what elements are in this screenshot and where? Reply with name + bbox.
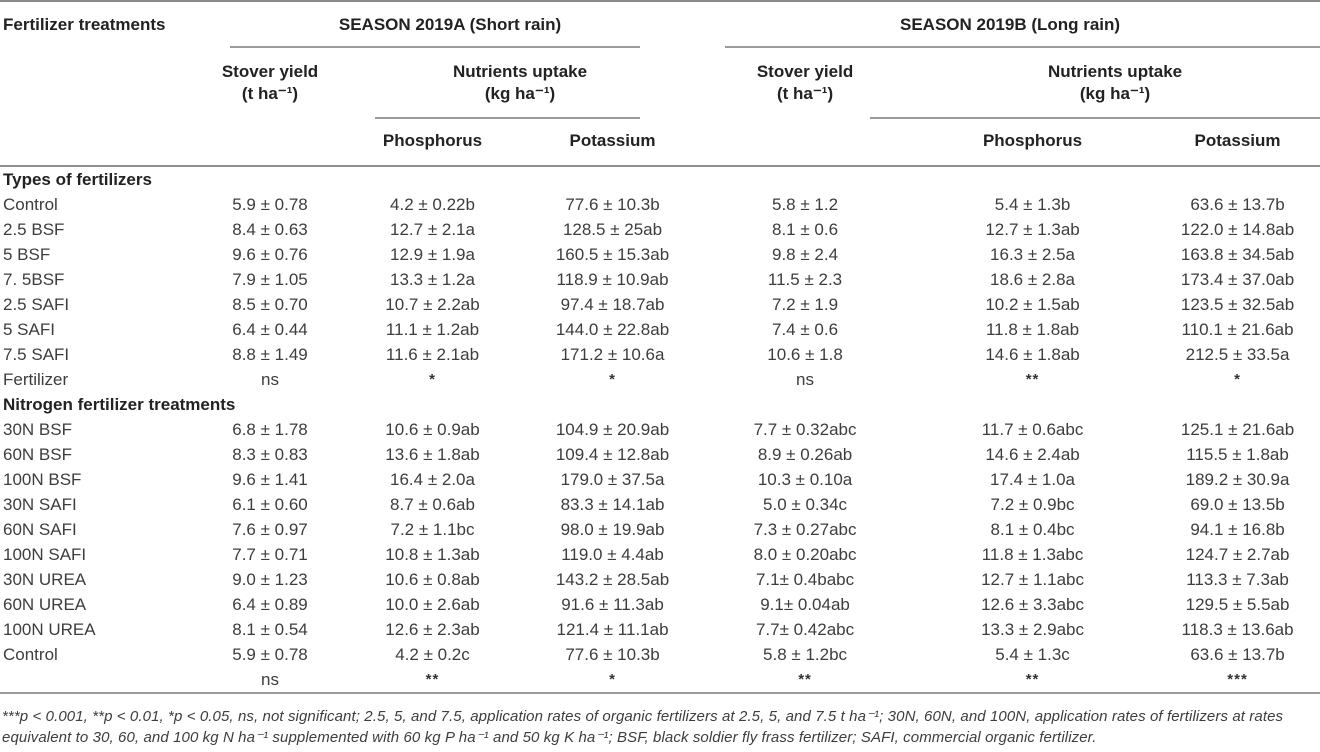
cell-value: 4.2 ± 0.22b [390, 195, 475, 214]
cell-value: 13.3 ± 2.9abc [981, 620, 1084, 639]
cell-value: 8.3 ± 0.83 [232, 445, 308, 464]
table-footnote: ***p < 0.001, **p < 0.01, *p < 0.05, ns, not significant; 2.5, 5, and 7.5, application rates of organic fertilizers at 2.5, 5, and 7.5 t ha⁻¹; 30N, 60N, and 100N, application rates of fertilizers at rates equivalent to 30, 60, and 100 kg N ha⁻¹ supplemented with 60 kg P ha⁻¹ and 50 kg K ha⁻¹; BSF, black soldier fly frass fertilizer; SAFI, commercial organic fertilizer. [2, 708, 1284, 746]
cell-value: 69.0 ± 13.5b [1190, 495, 1285, 514]
table-row [0, 292, 1320, 317]
cell-value: ** [798, 671, 812, 688]
section-header-row [0, 392, 1320, 417]
cell-value: 118.3 ± 13.6ab [1181, 620, 1294, 639]
cell-value: 7.2 ± 0.9bc [990, 495, 1075, 514]
season-2019b-header-cell [700, 1, 1320, 48]
cell-value: 9.8 ± 2.4 [772, 245, 839, 264]
cell-value: 4.2 ± 0.2c [395, 645, 470, 664]
cell-value: 173.4 ± 37.0ab [1180, 270, 1295, 289]
cell-value: 7.2 ± 1.1bc [390, 520, 475, 539]
cell-value: 11.5 ± 2.3 [767, 270, 843, 289]
cell-value: 121.4 ± 11.1ab [556, 620, 669, 639]
cell-value: 179.0 ± 37.5a [560, 470, 665, 489]
cell-value: 10.2 ± 1.5ab [985, 295, 1080, 314]
cell-value: 5.0 ± 0.34c [763, 495, 848, 514]
cell-value: * [609, 671, 616, 688]
cell-value: 7.7 ± 0.71 [232, 545, 308, 564]
nutrients-uptake-2019a-unit: (kg ha⁻¹) [484, 84, 556, 103]
cell-value: 109.4 ± 12.8ab [555, 445, 670, 464]
treatment-label: 5 SAFI [3, 320, 55, 339]
table-row [0, 567, 1320, 592]
cell-value: 97.4 ± 18.7ab [560, 295, 665, 314]
cell-value: 12.7 ± 2.1a [390, 220, 475, 239]
cell-value: 129.5 ± 5.5ab [1185, 595, 1290, 614]
cell-value: 9.6 ± 1.41 [232, 470, 308, 489]
cell-value: 98.0 ± 19.9ab [560, 520, 665, 539]
cell-value: 115.5 ± 1.8ab [1186, 445, 1289, 464]
table-row [0, 467, 1320, 492]
cell-value: 7.4 ± 0.6 [772, 320, 839, 339]
cell-value: 10.7 ± 2.2ab [385, 295, 480, 314]
cell-value: 5.8 ± 1.2 [772, 195, 839, 214]
table-row [0, 367, 1320, 392]
treatment-label: 30N UREA [3, 570, 87, 589]
section-header-row [0, 166, 1320, 192]
stover-yield-2019a-header [200, 48, 340, 119]
cell-value: 8.4 ± 0.63 [232, 220, 308, 239]
treatment-label: 100N UREA [3, 620, 96, 639]
potassium-2019a-header: Potassium [569, 131, 656, 150]
table-row [0, 417, 1320, 442]
cell-value: 7.6 ± 0.97 [232, 520, 308, 539]
cell-value: 8.9 ± 0.26ab [757, 445, 853, 464]
treatment-label: 30N BSF [3, 420, 72, 439]
potassium-2019b-header: Potassium [1194, 131, 1281, 150]
treatment-label: 2.5 SAFI [3, 295, 70, 314]
cell-value: 6.8 ± 1.78 [232, 420, 308, 439]
phosphorus-2019a-header: Phosphorus [382, 131, 483, 150]
cell-value: 7.2 ± 1.9 [772, 295, 839, 314]
cell-value: 9.6 ± 0.76 [232, 245, 308, 264]
cell-value: 8.5 ± 0.70 [232, 295, 308, 314]
cell-value: 12.7 ± 1.1abc [981, 570, 1084, 589]
cell-value: 9.0 ± 1.23 [232, 570, 308, 589]
table-row [0, 342, 1320, 367]
cell-value: 113.3 ± 7.3ab [1186, 570, 1289, 589]
cell-value: 5.8 ± 1.2bc [763, 645, 848, 664]
nutrients-uptake-2019b-header [910, 48, 1320, 119]
season-2019b-underline [725, 35, 1320, 48]
cell-value: ns [261, 670, 279, 689]
cell-value: 10.6 ± 0.9ab [385, 420, 480, 439]
cell-value: 110.1 ± 21.6ab [1181, 320, 1294, 339]
cell-value: * [609, 371, 616, 388]
treatment-label: 100N BSF [3, 470, 82, 489]
table-row [0, 267, 1320, 292]
stover-yield-2019b-label: Stover yield [756, 62, 854, 81]
section-label: Nitrogen fertilizer treatments [3, 395, 236, 414]
cell-value: 77.6 ± 10.3b [565, 195, 660, 214]
cell-value: 16.3 ± 2.5a [990, 245, 1075, 264]
table-body [0, 166, 1320, 693]
cell-value: 16.4 ± 2.0a [390, 470, 475, 489]
cell-value: 8.7 ± 0.6ab [390, 495, 475, 514]
cell-value: 6.1 ± 0.60 [232, 495, 308, 514]
cell-value: 8.1 ± 0.4bc [990, 520, 1075, 539]
nutrients-uptake-2019a-header [340, 48, 700, 119]
cell-value: 63.6 ± 13.7b [1190, 195, 1285, 214]
cell-value: 13.6 ± 1.8ab [385, 445, 480, 464]
cell-value: 10.8 ± 1.3ab [385, 545, 480, 564]
cell-value: 13.3 ± 1.2a [390, 270, 475, 289]
treatment-label: Control [3, 645, 58, 664]
cell-value: 77.6 ± 10.3b [565, 645, 660, 664]
cell-value: 104.9 ± 20.9ab [555, 420, 670, 439]
cell-value: ns [261, 370, 279, 389]
cell-value: 11.8 ± 1.3abc [981, 545, 1084, 564]
treatment-label: 60N SAFI [3, 520, 77, 539]
cell-value: 12.7 ± 1.3ab [985, 220, 1080, 239]
table-row [0, 592, 1320, 617]
cell-value: 83.3 ± 14.1ab [560, 495, 665, 514]
cell-value: * [429, 371, 436, 388]
cell-value: 160.5 ± 15.3ab [555, 245, 670, 264]
cell-value: 11.8 ± 1.8ab [985, 320, 1080, 339]
table-row [0, 242, 1320, 267]
nutrients-uptake-2019a-underline [375, 105, 640, 119]
season-2019a-title: SEASON 2019A (Short rain) [338, 15, 562, 34]
cell-value: 5.4 ± 1.3b [994, 195, 1071, 214]
nutrients-uptake-2019b-label: Nutrients uptake [1047, 62, 1183, 81]
cell-value: *** [1227, 671, 1248, 688]
cell-value: 6.4 ± 0.44 [232, 320, 308, 339]
cell-value: 18.6 ± 2.8a [990, 270, 1075, 289]
cell-value: 7.7± 0.42abc [755, 620, 855, 639]
stover-yield-2019a-label: Stover yield [221, 62, 319, 81]
cell-value: 12.6 ± 2.3ab [385, 620, 480, 639]
table-row [0, 667, 1320, 693]
table-row [0, 642, 1320, 667]
cell-value: 189.2 ± 30.9a [1185, 470, 1290, 489]
cell-value: ** [1025, 371, 1040, 388]
table-row [0, 192, 1320, 217]
cell-value: 14.6 ± 2.4ab [985, 445, 1080, 464]
spacer-cell [700, 119, 910, 166]
table-header [0, 1, 1320, 166]
header-row-seasons [0, 1, 1320, 48]
table-row [0, 317, 1320, 342]
nutrients-uptake-2019b-unit: (kg ha⁻¹) [1079, 84, 1151, 103]
cell-value: 8.1 ± 0.6 [772, 220, 839, 239]
treatment-label: 7. 5BSF [3, 270, 65, 289]
cell-value: 10.3 ± 0.10a [757, 470, 853, 489]
cell-value: 5.9 ± 0.78 [232, 195, 308, 214]
stover-yield-2019b-unit: (t ha⁻¹) [776, 84, 834, 103]
treatment-label: 100N SAFI [3, 545, 87, 564]
cell-value: 124.7 ± 2.7ab [1185, 545, 1290, 564]
cell-value: ns [796, 370, 815, 389]
cell-value: 144.0 ± 22.8ab [555, 320, 670, 339]
table-row [0, 617, 1320, 642]
cell-value: 7.9 ± 1.05 [232, 270, 308, 289]
cell-value: 163.8 ± 34.5ab [1180, 245, 1295, 264]
season-2019a-underline [230, 35, 640, 48]
table-row [0, 217, 1320, 242]
nutrients-uptake-2019a-label: Nutrients uptake [452, 62, 588, 81]
treatment-label [0, 667, 200, 693]
cell-value: 10.6 ± 0.8ab [385, 570, 480, 589]
cell-value: 118.9 ± 10.9ab [556, 270, 669, 289]
cell-value: 12.6 ± 3.3abc [981, 595, 1084, 614]
cell-value: 12.9 ± 1.9a [390, 245, 475, 264]
cell-value: 123.5 ± 32.5ab [1180, 295, 1295, 314]
cell-value: 94.1 ± 16.8b [1190, 520, 1285, 539]
treatment-label: 60N BSF [3, 445, 72, 464]
cell-value: * [1234, 371, 1241, 388]
cell-value: 119.0 ± 4.4ab [561, 545, 664, 564]
cell-value: 171.2 ± 10.6a [560, 345, 665, 364]
phosphorus-2019b-header: Phosphorus [982, 131, 1083, 150]
cell-value: 122.0 ± 14.8ab [1180, 220, 1295, 239]
section-label: Types of fertilizers [3, 170, 152, 189]
season-2019b-title: SEASON 2019B (Long rain) [899, 15, 1121, 34]
cell-value: 14.6 ± 1.8ab [985, 345, 1080, 364]
treatment-label: 2.5 BSF [3, 220, 65, 239]
treatment-label: 30N SAFI [3, 495, 77, 514]
cell-value: 5.9 ± 0.78 [232, 645, 308, 664]
cell-value: 11.6 ± 2.1ab [385, 345, 480, 364]
cell-value: 11.1 ± 1.2ab [385, 320, 480, 339]
cell-value: 10.6 ± 1.8 [767, 345, 843, 364]
cell-value: ** [425, 671, 440, 688]
spacer-cell [200, 119, 340, 166]
table-row [0, 542, 1320, 567]
cell-value: 212.5 ± 33.5a [1185, 345, 1290, 364]
treatment-label: 60N UREA [3, 595, 87, 614]
cell-value: 125.1 ± 21.6ab [1180, 420, 1295, 439]
cell-value: 128.5 ± 25ab [562, 220, 663, 239]
cell-value: 143.2 ± 28.5ab [555, 570, 670, 589]
cell-value: 91.6 ± 11.3ab [561, 595, 664, 614]
cell-value: 11.7 ± 0.6abc [981, 420, 1084, 439]
cell-value: 8.0 ± 0.20abc [753, 545, 857, 564]
cell-value: 7.1± 0.4babc [755, 570, 855, 589]
cell-value: 8.8 ± 1.49 [232, 345, 308, 364]
cell-value: 7.3 ± 0.27abc [753, 520, 857, 539]
cell-value: 7.7 ± 0.32abc [753, 420, 857, 439]
cell-value: 63.6 ± 13.7b [1190, 645, 1285, 664]
treatment-label: Fertilizer [3, 370, 69, 389]
cell-value: 6.4 ± 0.89 [232, 595, 308, 614]
cell-value: 5.4 ± 1.3c [995, 645, 1070, 664]
nutrients-uptake-2019b-underline [870, 105, 1320, 119]
treatment-label: 7.5 SAFI [3, 345, 70, 364]
season-2019a-header-cell [200, 1, 700, 48]
cell-value: 9.1± 0.04ab [760, 595, 850, 614]
table-row [0, 492, 1320, 517]
cell-value: 17.4 ± 1.0a [990, 470, 1075, 489]
table-row [0, 517, 1320, 542]
cell-value: 10.0 ± 2.6ab [385, 595, 480, 614]
cell-value: 8.1 ± 0.54 [232, 620, 308, 639]
stover-yield-2019a-unit: (t ha⁻¹) [241, 84, 299, 103]
cell-value: ** [1025, 671, 1040, 688]
treatment-label: 5 BSF [3, 245, 51, 264]
treatment-label: Control [3, 195, 58, 214]
table-row [0, 442, 1320, 467]
column-header-fertilizer-treatments: Fertilizer treatments [3, 15, 166, 34]
